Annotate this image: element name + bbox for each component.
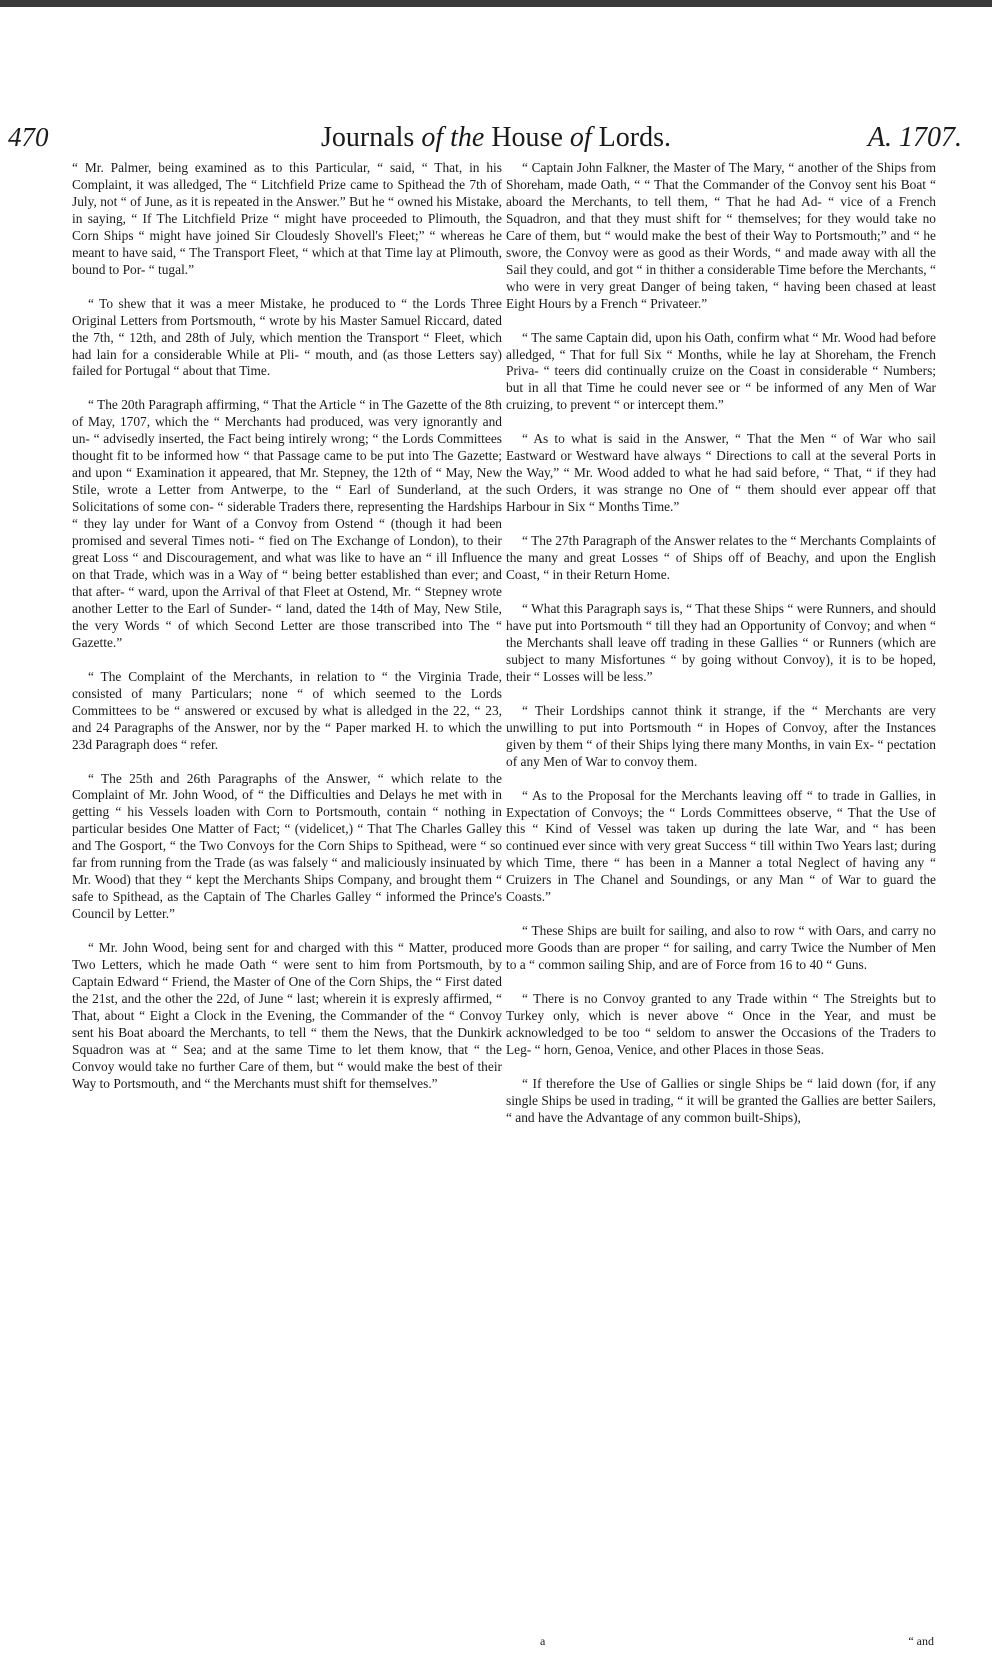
catchword: “ and (908, 1634, 934, 1648)
right-column (506, 160, 936, 1656)
paragraph: “ The Complaint of the Merchants, in relation to “ the Virginia Trade, consisted of many Particulars; none “ of which seemed to the Lords Committees to be “ answered or excused by what is alledged in the 22, “ 23, and 24 Paragraphs of the Answer, nor by the “ Paper marked H. to which the 23d Paragraph does “ refer. (72, 668, 502, 752)
title-word-house: House (491, 122, 563, 153)
paragraph: “ Mr. John Wood, being sent for and charged with this “ Matter, produced Two Letters, which he made Oath “ were sent to him from Portsmouth, by Captain Edward “ Friend, the Master of One of the Corn Ships, the “ First dated the 21st, and the other the 22d, of June “ last; wherein it is expresly affirmed, “ That, about “ Eight a Clock in the Evening, the Commander of the “ Convoy sent his Boat aboard the Merchants, to tell “ them the News, that the Dunkirk Squadron was at “ Sea; and at the same Time to let them know, that “ the Convoy would take no further Care of them, but “ would make the best of their Way to Portsmouth, and “ the Merchants must shift for themselves.” (72, 940, 502, 1091)
year-heading: A. 1707. (867, 122, 962, 153)
paragraph: “ These Ships are built for sailing, and also to row “ with Oars, and carry no more Goods than are proper “ for sailing, and carry Twice the Number of Men to a “ common sailing Ship, and are of Force from 16 to 40 “ Guns. (506, 923, 936, 973)
page-number: 470 (8, 122, 49, 152)
paragraph: “ Captain John Falkner, the Master of The Mary, “ another of the Ships from Shoreham, made Oath, “ “ That the Commander of the Convoy sent his Boat “ aboard the Merchants, to tell them, “ That he had Ad- “ vice of a French Squadron, and that they must shift for “ themselves; for they would take no Care of them, but “ would make the best of their Way to Portsmouth;” and “ he swore, the Convoy were as good as their Words, “ and made away with all the Sail they could, and got “ in thither a considerable Time before the Merchants, “ who were in very great Danger of being taken, “ having been chased at least Eight Hours by a French “ Privateer.” (506, 160, 936, 311)
paragraph: “ The 27th Paragraph of the Answer relates to the “ Merchants Complaints of the many and great Losses “ of Ships off of Beachy, and upon the English Coast, “ in their Return Home. (506, 533, 936, 583)
title-word-lords: Lords. (598, 122, 671, 153)
paragraph: “ The 20th Paragraph affirming, “ That the Article “ in The Gazette of the 8th of May, 1707, which the “ Merchants had produced, was very ignorantly and un- “ advisedly inserted, the Fact being intirely wrong; “ the Lords Committees thought fit to be informed how “ that Passage came to be put into The Gazette; and upon “ Examination it appeared, that Mr. Stepney, the 12th of “ May, New Stile, wrote a Letter from Antwerpe, to the “ Earl of Sunderland, at the Solicitations of some con- “ siderable Traders there, representing the Hardships “ they lay under for Want of a Convoy from Ostend “ (though it had been promised and several Times noti- “ fied on The Exchange of London), to their great Loss “ and Discouragement, and what was like to have an “ ill Influence on that Trade, which was in a Way of “ being better established than ever; and that after- “ ward, upon the Arrival of that Fleet at Ostend, Mr. “ Stepney wrote another Letter to the Earl of Sunder- “ land, dated the 14th of May, New Stile, the very Words “ of which Second Letter are those transcribed into The “ Gazette.” (72, 397, 502, 650)
paragraph: “ If therefore the Use of Gallies or single Ships be “ laid down (for, if any single Ships be used in trading, “ it will be granted the Gallies are better Sailers, “ and have the Advantage of any common built-Ships), (506, 1075, 936, 1125)
paragraph: “ The same Captain did, upon his Oath, confirm what “ Mr. Wood had before alledged, “ That for full Six “ Months, while he lay at Shoreham, the French Priva- “ teers did continually cruize on the Coast in considerable “ Numbers; but in all that Time he could never see or “ be informed of any Men of War cruizing, to prevent “ or intercept them.” (506, 329, 936, 413)
paragraph: “ What this Paragraph says is, “ That these Ships “ were Runners, and should have put into Portsmouth “ till they had an Opportunity of Convoy; and when “ the Merchants shall leave off trading in these Gallies “ or Runners (which are subject to many Misfortunes “ by going without Convoy), it is to be hoped, their “ Losses will be less.” (506, 600, 936, 684)
paragraph: “ There is no Convoy granted to any Trade within “ The Streights but to Turkey only, which is never above “ Once in the Year, and must be acknowledged to be too “ seldom to answer the Occasions of the Traders to Leg- “ horn, Genoa, Venice, and other Places in those Seas. (506, 991, 936, 1057)
paragraph: “ Mr. Palmer, being examined as to this Particular, “ said, “ That, in his Complaint, it was alledged, The “ Litchfield Prize came to Spithead the 7th of July, not “ of June, as it is repeated in the Answer.” But he “ owned his Mistake, in saying, “ If The Litchfield Prize “ might have proceeded to Plimouth, the Corn Ships “ might have joined Sir Cloudesly Shovell's Fleet;” “ whereas he meant to have said, “ The Transport Fleet, “ which at that Time lay at Plimouth, bound to Por- “ tugal.” (72, 160, 502, 277)
top-rule (0, 0, 992, 7)
paragraph: “ To shew that it was a meer Mistake, he produced to “ the Lords Three Original Letters from Portsmouth, “ wrote by his Master Samuel Riccard, dated the 7th, “ 12th, and 28th of July, which mention the Transport “ Fleet, which had lain for a considerable While at Pli- “ mouth, and (as those Letters say) failed for Portugal “ about that Time. (72, 295, 502, 379)
paragraph: “ The 25th and 26th Paragraphs of the Answer, “ which relate to the Complaint of Mr. John Wood, of “ the Difficulties and Delays he met with in getting “ his Vessels loaden with Corn to Portsmouth, contain “ nothing in particular besides One Matter of Fact; “ (videlicet,) “ That The Charles Galley and The Gosport, “ the Two Convoys for the Corn Ships to Spithead, were “ so far from running from the Trade (as was falsely “ and maliciously insinuated by Mr. Wood) that they “ kept the Merchants Ships Company, and brought them “ safe to Spithead, as the Captain of The Charles Galley “ informed the Prince's Council by Letter.” (72, 770, 502, 922)
paragraph: “ As to the Proposal for the Merchants leaving off “ to trade in Gallies, in Expectation of Convoys; the “ Lords Committees observe, “ That the Use of this “ Kind of Vessel was taken up during the late War, and “ has been continued ever since with very great Success “ till within Two Years last; during which Time, there “ has been in a Manner a total Neglect of having any “ Cruizers in The Chanel and Soundings, or any Man “ of War to guard the Coasts.” (506, 787, 936, 905)
paragraph: “ Their Lordships cannot think it strange, if the “ Merchants are very unwilling to put into Portsmouth “ in Hopes of Convoy, after the Instances given by them “ of their Ships lying there many Months, in vain Ex- “ pectation of any Men of War to convoy them. (506, 702, 936, 769)
title-word-of: of (569, 122, 592, 153)
left-column (72, 160, 502, 1460)
signature-mark: a (540, 1634, 546, 1648)
journal-title (0, 122, 992, 154)
title-word-of-the: of the (421, 122, 485, 153)
title-word-journals: Journals (321, 122, 415, 153)
paragraph: “ As to what is said in the Answer, “ That the Men “ of War who sail Eastward or Westward have always “ Directions to call at the several Ports in the Way,” “ Mr. Wood added to what he had said before, “ That, “ if they had such Orders, it was strange no One of “ them should ever appear off that Harbour in Six “ Months Time.” (506, 431, 936, 515)
page-header (0, 122, 992, 162)
